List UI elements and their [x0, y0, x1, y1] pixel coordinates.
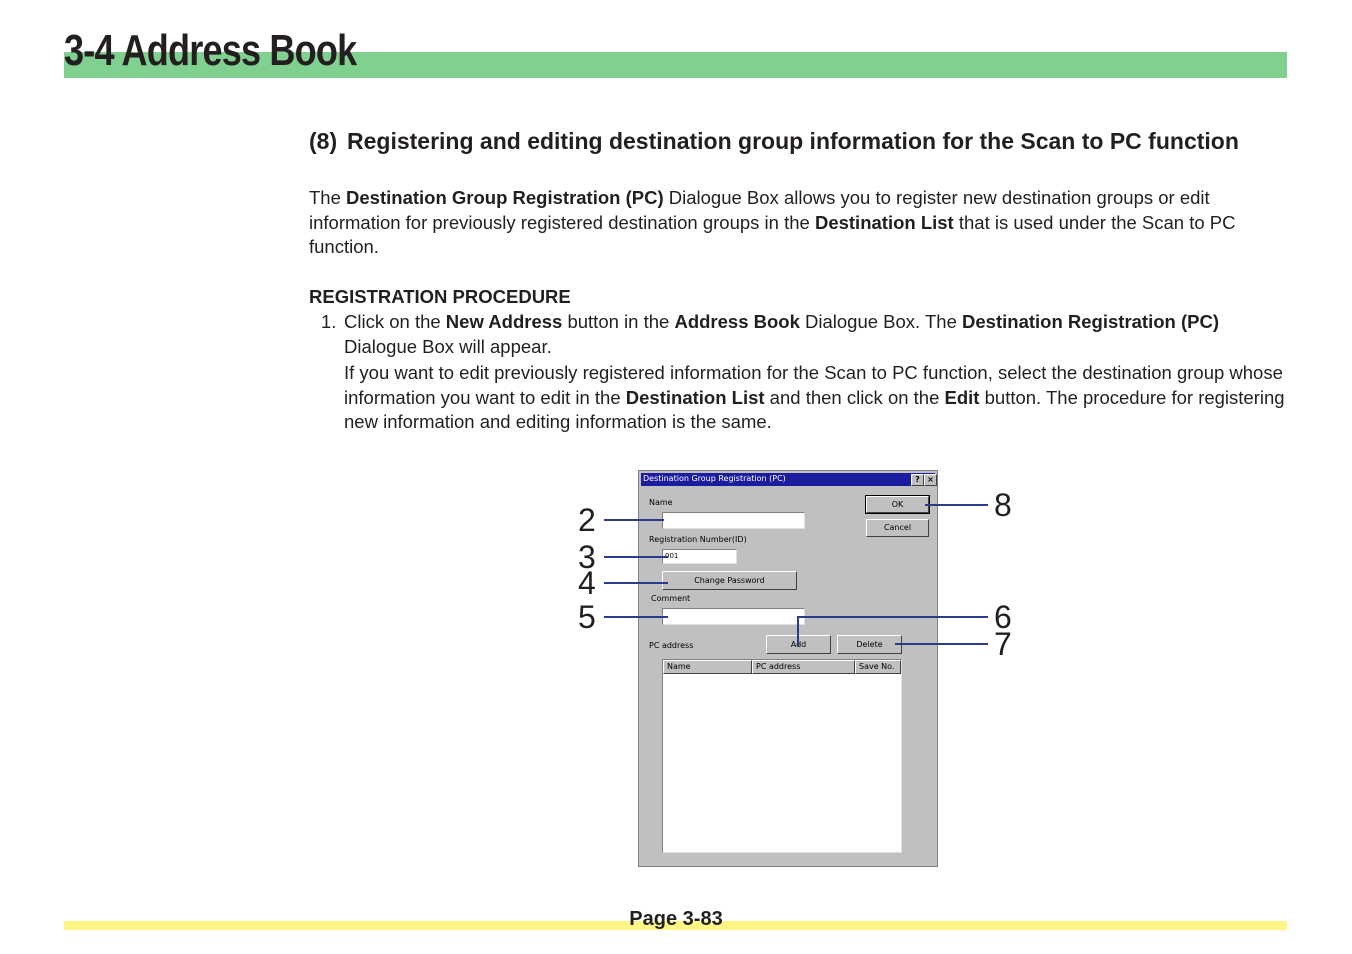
- cancel-button[interactable]: Cancel: [866, 519, 929, 537]
- column-header-name[interactable]: Name: [663, 660, 752, 674]
- add-button[interactable]: Add: [766, 635, 831, 654]
- dialog-title: Destination Group Registration (PC): [643, 474, 786, 483]
- page-title: 3-4 Address Book: [64, 26, 357, 75]
- regnum-field[interactable]: 001: [662, 549, 737, 564]
- step-text-1: Click on the: [344, 311, 446, 332]
- help-icon[interactable]: ?: [911, 474, 924, 486]
- step-text-3: Dialogue Box. The: [799, 311, 963, 332]
- callout-2: 2: [578, 502, 596, 538]
- callout-5: 5: [578, 599, 596, 635]
- pc-address-label: PC address: [649, 641, 694, 650]
- name-label: Name: [649, 498, 673, 507]
- section-heading-text: Registering and editing destination group information for the Scan to PC function: [347, 128, 1239, 154]
- callout-7: 7: [994, 626, 1012, 662]
- intro-bold-2: Destination List: [814, 211, 954, 233]
- ok-button[interactable]: OK: [866, 496, 929, 513]
- note-text-3: button. The procedure for registering new information and editing information is the same.: [344, 386, 1285, 432]
- intro-text-1: The: [309, 187, 347, 208]
- intro-bold-1: Destination Group Registration (PC): [346, 187, 664, 208]
- note-bold-1: Destination List: [625, 386, 765, 408]
- comment-label: Comment: [651, 594, 691, 603]
- note-text-1: If you want to edit previously registered information for the Scan to PC function, select the destination group whose information you want to edit in the: [344, 362, 1283, 408]
- step-bold-3: Destination Registration (PC): [962, 311, 1219, 332]
- callout-line-6: [798, 617, 988, 646]
- close-icon[interactable]: ×: [924, 474, 937, 486]
- note-text-2: and then click on the: [764, 386, 945, 408]
- intro-text-3: that is used under the Scan to PC function.: [309, 211, 1236, 257]
- column-header-pc-address[interactable]: PC address: [752, 660, 855, 674]
- change-password-button[interactable]: Change Password: [662, 571, 797, 590]
- step-text-2: button in the: [562, 311, 675, 332]
- callout-8: 8: [994, 487, 1012, 523]
- callout-3: 3: [578, 539, 596, 575]
- regnum-label: Registration Number(ID): [649, 535, 747, 544]
- page-number: Page 3-83: [629, 908, 723, 930]
- delete-button[interactable]: Delete: [837, 635, 902, 654]
- callout-6: 6: [994, 599, 1012, 635]
- step-bold-1: New Address: [445, 311, 563, 332]
- step-number: 1.: [321, 311, 337, 332]
- column-header-save-no[interactable]: Save No.: [855, 660, 901, 674]
- callout-4: 4: [578, 565, 596, 601]
- step-text-4: Dialogue Box will appear.: [344, 335, 552, 357]
- step-bold-2: Address Book: [674, 311, 800, 332]
- section-number: (8): [309, 128, 338, 154]
- note-bold-2: Edit: [944, 386, 980, 408]
- intro-text-2: Dialogue Box allows you to register new destination groups or edit information for previously registered destination groups in the: [309, 187, 1210, 233]
- procedure-heading: REGISTRATION PROCEDURE: [309, 286, 571, 307]
